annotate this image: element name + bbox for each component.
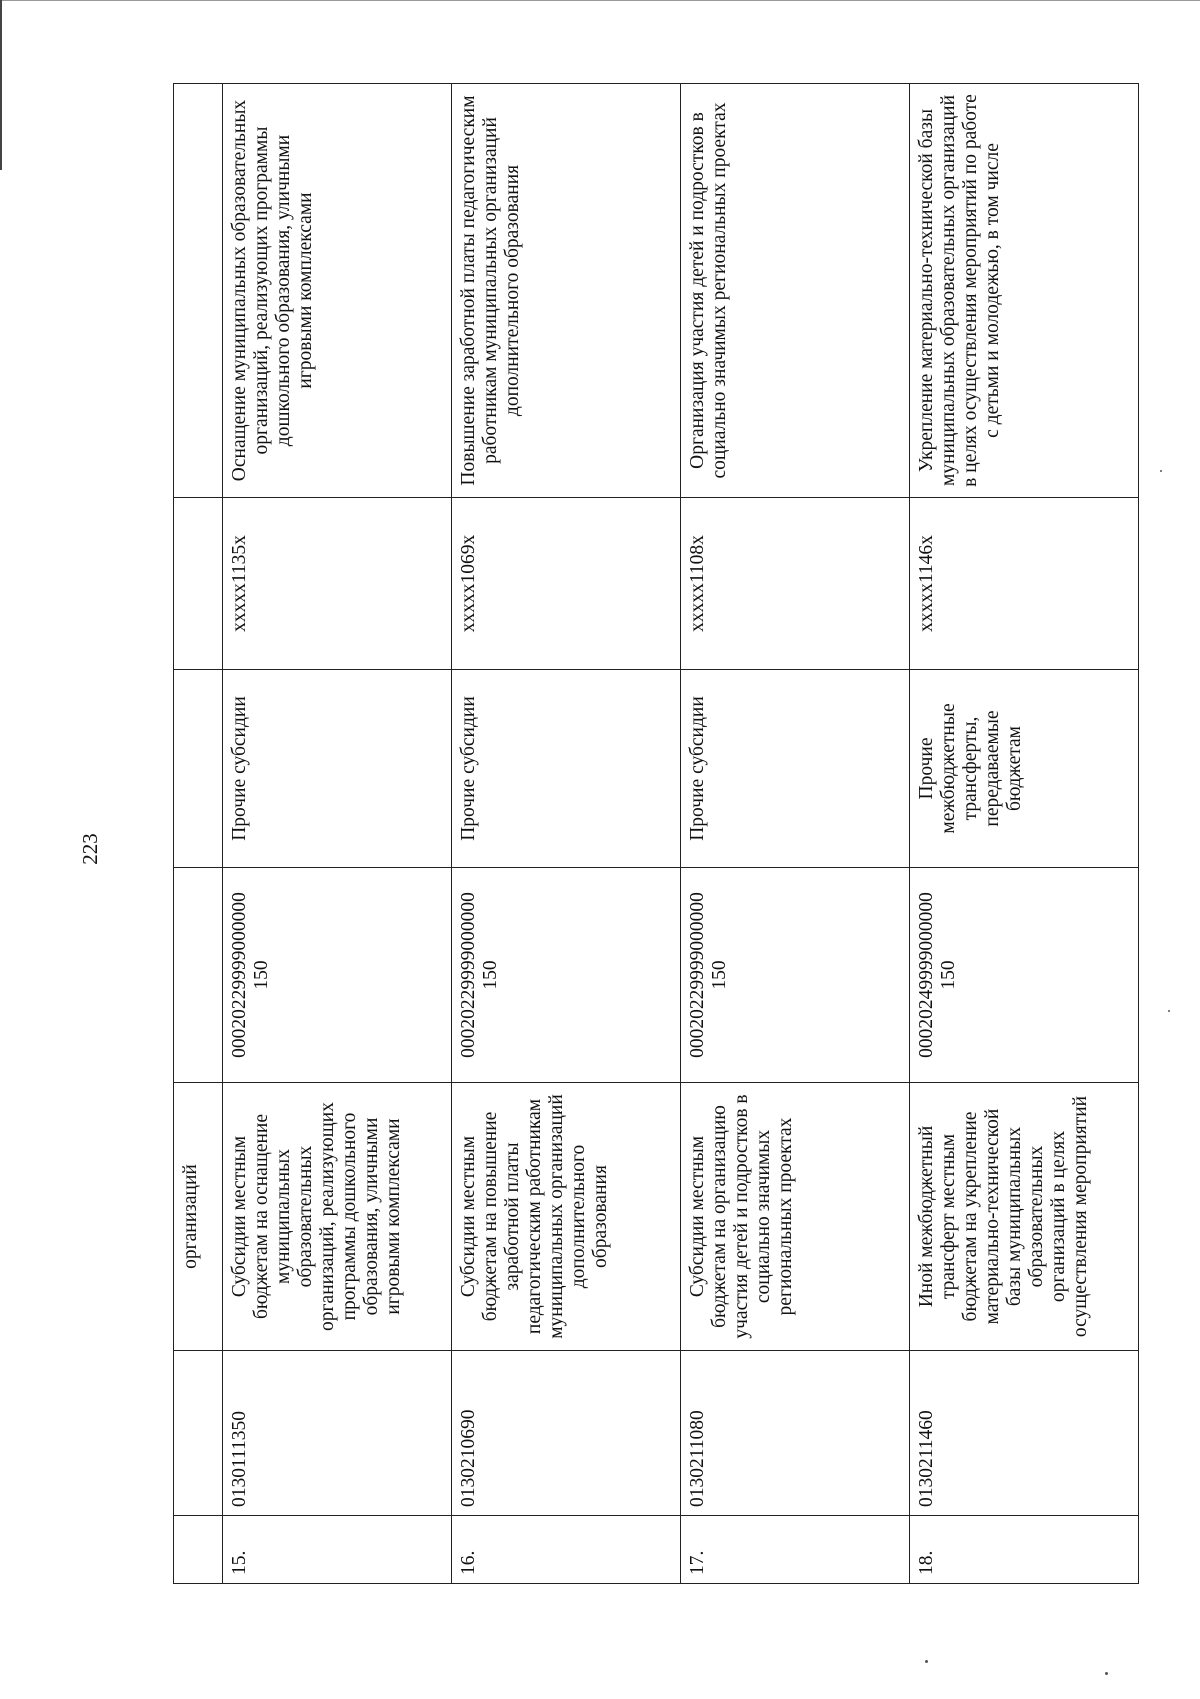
row-reg: xxxxx1108x [681, 498, 910, 670]
budget-table-container [173, 84, 1118, 1584]
row-type: Прочие субсидии [223, 670, 452, 868]
scan-edge-left [0, 0, 2, 170]
row-number: 18. [910, 1516, 1139, 1584]
row-number: 17. [681, 1516, 910, 1584]
row-number: 15. [223, 1516, 452, 1584]
scan-edge-top [0, 0, 1200, 1]
scan-speck [1160, 470, 1162, 472]
row-purpose: Повышение заработной платы педагогическим работникам муниципальных организаций дополнительного образования [452, 84, 681, 498]
row-code: 0130210690 [452, 1351, 681, 1516]
table-row [910, 84, 1139, 1584]
row-purpose: Оснащение муниципальных образовательных организаций, реализующих программы дошкольного образования, уличными игровыми комплексами [223, 84, 452, 498]
row-name: Субсидии местным бюджетам на организацию участия детей и подростков в социально значимых региональных проектах [681, 1083, 910, 1351]
row-name: Субсидии местным бюджетам на повышение заработной платы педагогическим работникам муниципальных организаций дополнительного образования [452, 1083, 681, 1351]
row-kbk: 00020249999000000 150 [910, 868, 1139, 1083]
table-row [681, 84, 910, 1584]
row-code: 0130211080 [681, 1351, 910, 1516]
row-purpose: Организация участия детей и подростков в социально значимых региональных проектах [681, 84, 910, 498]
header-name-cell: организаций [174, 1083, 223, 1351]
page-number: 223 [78, 833, 102, 865]
table-row [223, 84, 452, 1584]
header-num-cell [174, 1516, 223, 1584]
budget-table-rotated [173, 84, 1118, 1584]
scan-speck [925, 1660, 928, 1663]
row-code: 0130111350 [223, 1351, 452, 1516]
table-header-row [174, 84, 223, 1584]
table-row [452, 84, 681, 1584]
header-type-cell [174, 670, 223, 868]
budget-table [173, 83, 1139, 1584]
row-kbk: 00020229999000000 150 [223, 868, 452, 1083]
row-type: Прочие межбюджетные трансферты, передаваемые бюджетам [910, 670, 1139, 868]
row-number: 16. [452, 1516, 681, 1584]
row-reg: xxxxx1069x [452, 498, 681, 670]
row-name: Иной межбюджетный трансферт местным бюджетам на укрепление материально-технической базы муниципальных образовательных организаций в целях осуществления мероприятий [910, 1083, 1139, 1351]
row-kbk: 00020229999000000 150 [681, 868, 910, 1083]
scan-speck [1168, 1010, 1170, 1012]
header-reg-cell [174, 498, 223, 670]
header-kbk-cell [174, 868, 223, 1083]
row-reg: xxxxx1146x [910, 498, 1139, 670]
row-code: 0130211460 [910, 1351, 1139, 1516]
row-type: Прочие субсидии [681, 670, 910, 868]
row-name: Субсидии местным бюджетам на оснащение муниципальных образовательных организаций, реализующих программы дошкольного образования, уличными игровыми комплексами [223, 1083, 452, 1351]
row-reg: xxxxx1135x [223, 498, 452, 670]
row-purpose: Укрепление материально-технической базы муниципальных образовательных организаций в целях осуществления мероприятий по работе с детьми и молодежью, в том числе [910, 84, 1139, 498]
scan-speck [1105, 1672, 1108, 1675]
row-kbk: 00020229999000000 150 [452, 868, 681, 1083]
row-type: Прочие субсидии [452, 670, 681, 868]
header-purpose-cell [174, 84, 223, 498]
header-code-cell [174, 1351, 223, 1516]
